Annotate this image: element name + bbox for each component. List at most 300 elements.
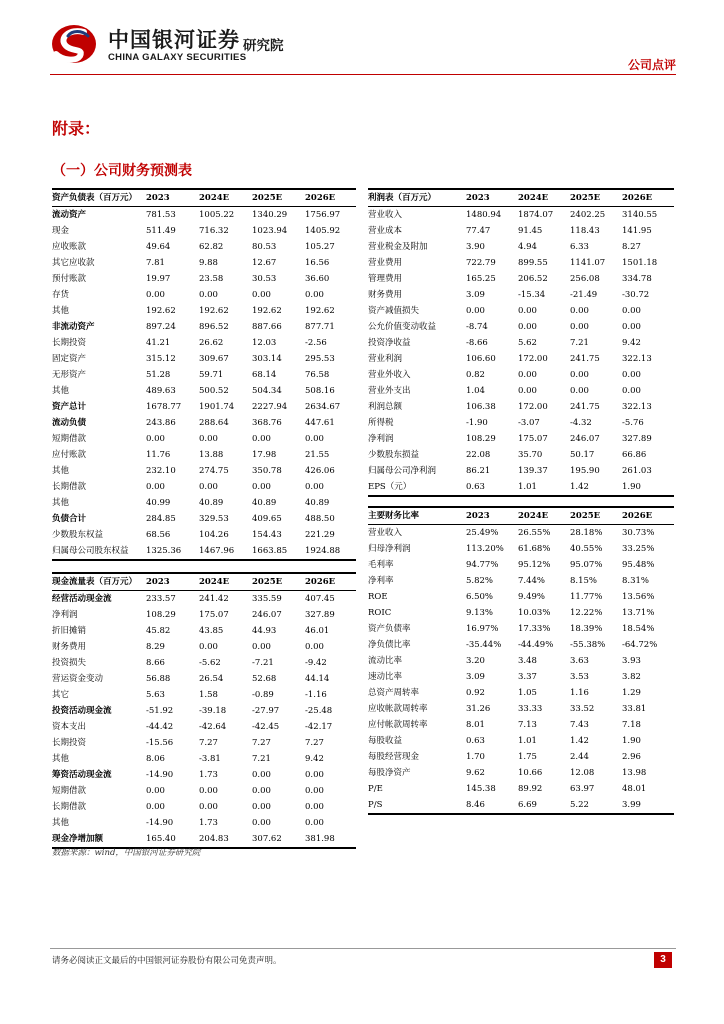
value-cell: 118.43 [570,226,600,236]
value-cell: 21.55 [305,450,330,460]
value-cell: 8.29 [146,642,165,652]
value-cell: 28.18% [570,528,603,538]
value-cell: 0.00 [305,642,324,652]
value-cell: 145.38 [466,784,496,794]
value-cell: 13.71% [622,608,655,618]
row-label-cell: 营业利润 [368,354,403,364]
value-cell: 0.00 [199,434,218,444]
value-cell: 30.73% [622,528,655,538]
value-cell: -8.74 [466,322,488,332]
value-cell: 56.88 [146,674,171,684]
value-cell: 241.75 [570,354,600,364]
table-row [52,415,356,431]
column-header-cell: 2024E [518,507,570,525]
value-cell: 33.25% [622,544,655,554]
value-cell: 0.00 [252,482,271,492]
table-row [52,239,356,255]
value-cell: -25.48 [305,706,333,716]
value-cell: 0.00 [622,386,641,396]
value-cell: 8.66 [146,658,165,668]
value-cell: 8.06 [146,754,165,764]
value-cell: -21.49 [570,290,598,300]
table-row [368,781,674,797]
value-cell: 5.82% [466,576,494,586]
value-cell: 0.00 [518,306,537,316]
row-label-cell: P/E [368,784,383,794]
value-cell: 2.96 [622,752,641,762]
table-row [368,653,674,669]
value-cell: 233.57 [146,594,176,604]
table-row [52,255,356,271]
value-cell: 1.90 [622,736,641,746]
value-cell: 36.60 [305,274,330,284]
value-cell: 4.94 [518,242,537,252]
value-cell: 80.53 [252,242,277,252]
value-cell: 95.07% [570,560,603,570]
value-cell: 508.16 [305,386,335,396]
value-cell: 334.78 [622,274,652,284]
table-row [368,589,674,605]
value-cell: -35.44% [466,640,502,650]
value-cell: 309.67 [199,354,229,364]
value-cell: 7.27 [252,738,271,748]
value-cell: 781.53 [146,210,176,220]
table-row [52,607,356,623]
value-cell: 195.90 [570,466,600,476]
row-label-cell: 利润总额 [368,402,403,412]
value-cell: 1325.36 [146,546,182,556]
value-cell: 105.27 [305,242,335,252]
value-cell: 40.89 [199,498,224,508]
row-label-cell: 净利率 [368,576,394,586]
value-cell: 1.01 [518,736,537,746]
value-cell: 241.42 [199,594,229,604]
row-label-cell: 其他 [52,306,70,316]
disclaimer-text: 请务必阅读正文最后的中国银河证券股份有限公司免责声明。 [52,956,282,966]
table-row [52,767,356,783]
header [50,22,676,78]
value-cell: 113.20% [466,544,504,554]
table-row [368,399,674,415]
appendix-title: 附录： [52,119,101,138]
value-cell: 165.25 [466,274,496,284]
value-cell: 7.44% [518,576,546,586]
value-cell: 899.55 [518,258,548,268]
value-cell: -64.72% [622,640,658,650]
value-cell: 48.01 [622,784,647,794]
value-cell: 1874.07 [518,210,554,220]
row-label-cell: 每股经营现金 [368,752,420,762]
column-header-cell: 2023 [146,573,199,591]
row-label-cell: 筹资活动现金流 [52,770,112,780]
value-cell: 68.14 [252,370,277,380]
value-cell: 0.00 [305,786,324,796]
row-label-cell: 每股净资产 [368,768,411,778]
value-cell: 1340.29 [252,210,288,220]
table-row [368,669,674,685]
table-title-cell: 现金流量表（百万元） [52,573,146,591]
value-cell: 106.38 [466,402,496,412]
value-cell: 7.21 [570,338,589,348]
table-row [52,495,356,511]
table-row [52,223,356,239]
value-cell: 381.98 [305,834,335,844]
table-row [368,383,674,399]
value-cell: 9.42 [622,338,641,348]
value-cell: 66.86 [622,450,647,460]
table-title-cell: 资产负债表（百万元） [52,189,146,207]
value-cell: 274.75 [199,466,229,476]
value-cell: 368.76 [252,418,282,428]
value-cell: 33.81 [622,704,647,714]
value-cell: 12.67 [252,258,277,268]
row-label-cell: 管理费用 [368,274,403,284]
value-cell: 63.97 [570,784,595,794]
value-cell: 2.44 [570,752,589,762]
value-cell: 7.43 [570,720,589,730]
value-cell: 0.00 [305,802,324,812]
row-label-cell: 其他 [52,818,70,828]
row-label-cell: 资产减值损失 [368,306,420,316]
value-cell: 897.24 [146,322,176,332]
row-label-cell: 其他 [52,386,70,396]
value-cell: 0.00 [199,786,218,796]
value-cell: 0.63 [466,482,485,492]
value-cell: 11.77% [570,592,603,602]
row-label-cell: 短期借款 [52,786,87,796]
value-cell: 0.82 [466,370,485,380]
value-cell: 95.12% [518,560,551,570]
galaxy-logo-icon [50,22,98,66]
table-row [52,511,356,527]
row-label-cell: P/S [368,800,383,810]
value-cell: 896.52 [199,322,229,332]
value-cell: 716.32 [199,226,229,236]
row-label-cell: 营业外收入 [368,370,411,380]
column-header-cell: 2023 [466,189,518,207]
value-cell: 89.92 [518,784,543,794]
value-cell: 16.97% [466,624,499,634]
table-row [52,815,356,831]
table-row [52,335,356,351]
value-cell: 877.71 [305,322,335,332]
value-cell: -1.16 [305,690,327,700]
value-cell: 246.07 [570,434,600,444]
value-cell: 12.22% [570,608,603,618]
table-row [52,351,356,367]
column-header-cell: 2025E [570,189,622,207]
value-cell: 0.00 [199,482,218,492]
value-cell: 175.07 [518,434,548,444]
table-row [368,303,674,319]
value-cell: 335.59 [252,594,282,604]
value-cell: 1756.97 [305,210,341,220]
value-cell: 8.27 [622,242,641,252]
row-label-cell: 营业成本 [368,226,403,236]
value-cell: 7.81 [146,258,165,268]
value-cell: -7.21 [252,658,274,668]
table-row [368,415,674,431]
value-cell: 0.00 [305,434,324,444]
value-cell: 1467.96 [199,546,235,556]
value-cell: 49.64 [146,242,171,252]
value-cell: 0.00 [305,482,324,492]
row-label-cell: 所得税 [368,418,394,428]
row-label-cell: 流动资产 [52,210,87,220]
row-label-cell: 投资损失 [52,658,87,668]
value-cell: -14.90 [146,770,174,780]
value-cell: 1.04 [466,386,485,396]
row-label-cell: 其他 [52,466,70,476]
value-cell: 3.99 [622,800,641,810]
row-label-cell: 毛利率 [368,560,394,570]
table-row [368,335,674,351]
value-cell: 0.00 [146,434,165,444]
value-cell: 68.56 [146,530,171,540]
value-cell: 41.21 [146,338,171,348]
value-cell: 46.01 [305,626,330,636]
value-cell: 0.00 [570,322,589,332]
table-row [368,479,674,496]
value-cell: 3.09 [466,672,485,682]
table-title-cell: 主要财务比率 [368,507,466,525]
company-name-cn: 中国银河证券 [108,28,240,52]
value-cell: 0.63 [466,736,485,746]
value-cell: 51.28 [146,370,171,380]
value-cell: 1.75 [518,752,537,762]
row-label-cell: 每股收益 [368,736,403,746]
row-label-cell: 净利润 [52,610,78,620]
value-cell: 62.82 [199,242,224,252]
value-cell: 6.33 [570,242,589,252]
value-cell: 139.37 [518,466,548,476]
row-label-cell: 公允价值变动收益 [368,322,437,332]
row-label-cell: 长期投资 [52,338,87,348]
value-cell: 887.66 [252,322,282,332]
value-cell: 22.08 [466,450,491,460]
value-cell: 489.63 [146,386,176,396]
table-row [52,783,356,799]
value-cell: 307.62 [252,834,282,844]
table-row [368,255,674,271]
value-cell: 1.42 [570,736,589,746]
value-cell: 108.29 [146,610,176,620]
row-label-cell: 速动比率 [368,672,403,682]
value-cell: 426.06 [305,466,335,476]
cash-flow-table [52,572,356,849]
page-number: 3 [654,952,672,968]
income-statement-table [368,188,674,497]
company-name-en: CHINA GALAXY SECURITIES [108,52,247,63]
value-cell: 108.29 [466,434,496,444]
value-cell: 0.00 [622,370,641,380]
table-row [368,621,674,637]
value-cell: 256.08 [570,274,600,284]
table-row [52,687,356,703]
value-cell: -9.42 [305,658,327,668]
value-cell: 30.53 [252,274,277,284]
row-label-cell: 无形资产 [52,370,87,380]
value-cell: 1405.92 [305,226,341,236]
table-row [368,239,674,255]
value-cell: 43.85 [199,626,224,636]
table-header-row [368,507,674,525]
value-cell: 7.13 [518,720,537,730]
value-cell: 35.70 [518,450,543,460]
table-row [52,207,356,224]
value-cell: 1924.88 [305,546,341,556]
value-cell: 3.48 [518,656,537,666]
table-row [368,351,674,367]
value-cell: 1.58 [199,690,218,700]
value-cell: 0.00 [570,370,589,380]
value-cell: 91.45 [518,226,543,236]
value-cell: 7.21 [252,754,271,764]
value-cell: 5.63 [146,690,165,700]
value-cell: 19.97 [146,274,171,284]
value-cell: -5.76 [622,418,644,428]
table-row [52,463,356,479]
table-row [368,749,674,765]
row-label-cell: 归属母公司净利润 [368,466,437,476]
value-cell: 192.62 [199,306,229,316]
data-source-note: 数据来源：wind，中国银河证券研究院 [52,848,201,858]
row-label-cell: 现金 [52,226,70,236]
value-cell: -55.38% [570,640,606,650]
table-row [368,447,674,463]
row-label-cell: EPS（元） [368,482,412,492]
value-cell: 322.13 [622,354,652,364]
value-cell: 6.69 [518,800,537,810]
value-cell: -3.07 [518,418,540,428]
table-row [52,655,356,671]
value-cell: 1.42 [570,482,589,492]
value-cell: 11.76 [146,450,171,460]
row-label-cell: 短期借款 [52,434,87,444]
document-type: 公司点评 [627,58,676,72]
value-cell: 0.00 [518,370,537,380]
row-label-cell: 负债合计 [52,514,87,524]
value-cell: -42.64 [199,722,227,732]
value-cell: 7.18 [622,720,641,730]
row-label-cell: 非流动资产 [52,322,95,332]
row-label-cell: 其它应收款 [52,258,95,268]
value-cell: 76.58 [305,370,330,380]
table-row [52,319,356,335]
value-cell: 261.03 [622,466,652,476]
value-cell: 172.00 [518,354,548,364]
row-label-cell: ROIC [368,608,392,618]
value-cell: 3.53 [570,672,589,682]
row-label-cell: 经营活动现金流 [52,594,112,604]
value-cell: 26.54 [199,674,224,684]
table-row [368,367,674,383]
row-label-cell: 资产负债率 [368,624,411,634]
row-label-cell: 财务费用 [368,290,403,300]
table-row [52,623,356,639]
value-cell: -8.66 [466,338,488,348]
value-cell: 0.00 [622,322,641,332]
value-cell: 8.31% [622,576,650,586]
value-cell: 9.13% [466,608,494,618]
value-cell: 1.73 [199,818,218,828]
row-label-cell: 资产总计 [52,402,87,412]
value-cell: 0.00 [252,290,271,300]
table-row [368,271,674,287]
value-cell: 0.00 [570,306,589,316]
section-title: （一）公司财务预测表 [52,163,192,179]
row-label-cell: 其他 [52,498,70,508]
table-row [368,525,674,542]
value-cell: 9.88 [199,258,218,268]
column-header-cell: 2025E [252,573,305,591]
table-row [52,543,356,560]
row-label-cell: 归母净利润 [368,544,411,554]
value-cell: -42.17 [305,722,333,732]
value-cell: 40.89 [252,498,277,508]
value-cell: 50.17 [570,450,595,460]
value-cell: 232.10 [146,466,176,476]
table-row [368,431,674,447]
value-cell: -51.92 [146,706,174,716]
table-row [52,751,356,767]
value-cell: 1.70 [466,752,485,762]
row-label-cell: 营运资金变动 [52,674,104,684]
row-label-cell: 预付账款 [52,274,87,284]
row-label-cell: 净负债比率 [368,640,411,650]
row-label-cell: 营业费用 [368,258,403,268]
value-cell: -5.62 [199,658,221,668]
row-label-cell: 归属母公司股东权益 [52,546,129,556]
value-cell: 0.00 [305,770,324,780]
value-cell: 488.50 [305,514,335,524]
value-cell: 44.93 [252,626,277,636]
value-cell: 3.82 [622,672,641,682]
value-cell: 0.00 [146,482,165,492]
table-row [52,367,356,383]
value-cell: 33.33 [518,704,543,714]
value-cell: 315.12 [146,354,176,364]
value-cell: 0.00 [199,290,218,300]
column-header-cell: 2024E [199,573,252,591]
row-label-cell: 营业外支出 [368,386,411,396]
table-row [52,399,356,415]
value-cell: 0.92 [466,688,485,698]
row-label-cell: 存货 [52,290,70,300]
row-label-cell: 少数股东损益 [368,450,420,460]
value-cell: 1.29 [622,688,641,698]
value-cell: 8.15% [570,576,598,586]
value-cell: 1.05 [518,688,537,698]
value-cell: 40.55% [570,544,603,554]
value-cell: 3.37 [518,672,537,682]
value-cell: 1501.18 [622,258,658,268]
table-row [368,637,674,653]
row-label-cell: 营业税金及附加 [368,242,428,252]
footer-divider [50,948,676,949]
value-cell: 246.07 [252,610,282,620]
value-cell: -39.18 [199,706,227,716]
row-label-cell: 营业收入 [368,528,403,538]
value-cell: 154.43 [252,530,282,540]
value-cell: 94.77% [466,560,499,570]
value-cell: 8.46 [466,800,485,810]
column-header-cell: 2026E [305,189,356,207]
value-cell: 0.00 [252,434,271,444]
table-row [368,685,674,701]
value-cell: -4.32 [570,418,592,428]
value-cell: 221.29 [305,530,335,540]
